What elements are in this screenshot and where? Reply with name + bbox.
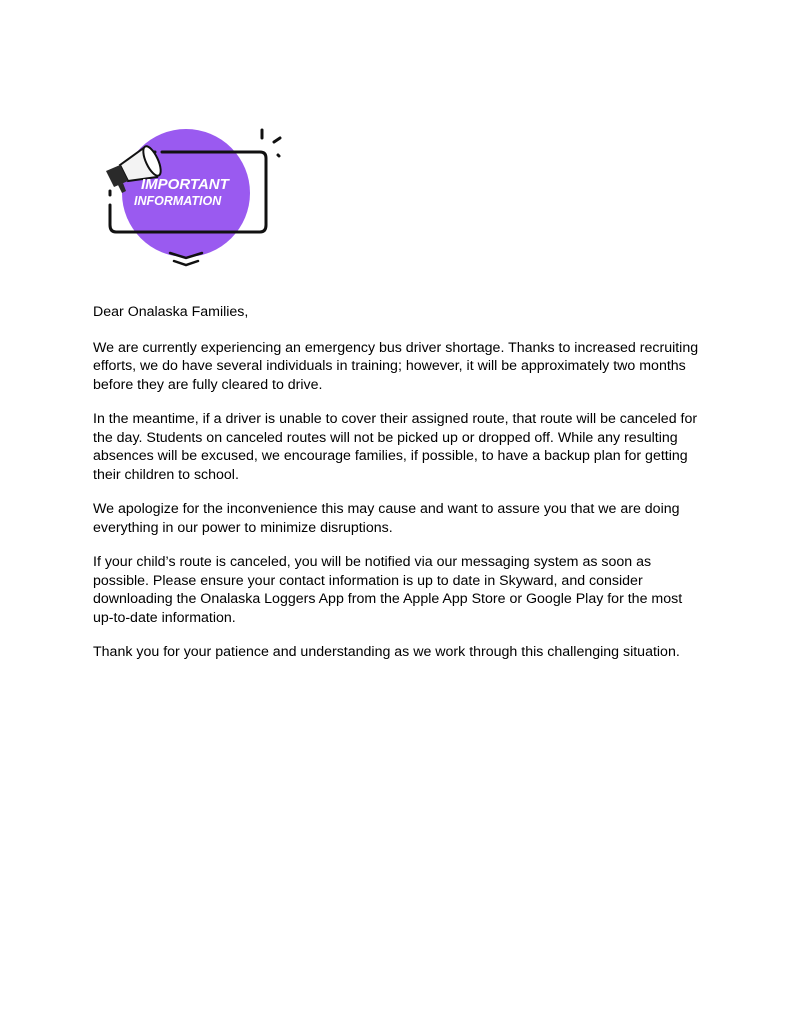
paragraph-route-cancellation: In the meantime, if a driver is unable to cover their assigned route, that route will be canceled for the day. Students on canceled routes will not be picked up or dropped off. While any resulting absences will be excused, we encourage families, if possible, to have a backup plan for getting their children to school. <box>93 411 698 483</box>
paragraph-apology: We apologize for the inconvenience this may cause and want to assure you that we are doing everything in our power to minimize disruptions. <box>93 501 680 536</box>
greeting: Dear Onalaska Families, <box>93 304 249 320</box>
letter-body <box>93 303 703 678</box>
banner-line1: IMPORTANT <box>141 176 229 193</box>
purple-circle <box>122 129 250 257</box>
paragraph-notification: If your child’s route is canceled, you will be notified via our messaging system as soon as possible. Please ensure your contact information is up to date in Skyward, and consider downloading the Onalaska Loggers App from the Apple App Store or Google Play for the most up-to-date information. <box>93 554 683 626</box>
important-information-banner <box>100 125 290 275</box>
paragraph-thank-you: Thank you for your patience and understanding as we work through this challenging situation. <box>93 644 680 660</box>
important-information-graphic <box>100 125 290 275</box>
paragraph-driver-shortage: We are currently experiencing an emergency bus driver shortage. Thanks to increased recruiting efforts, we do have several individuals in training; however, it will be approximately two months before they are fully cleared to drive. <box>93 339 699 393</box>
banner-line2: INFORMATION <box>134 194 222 208</box>
